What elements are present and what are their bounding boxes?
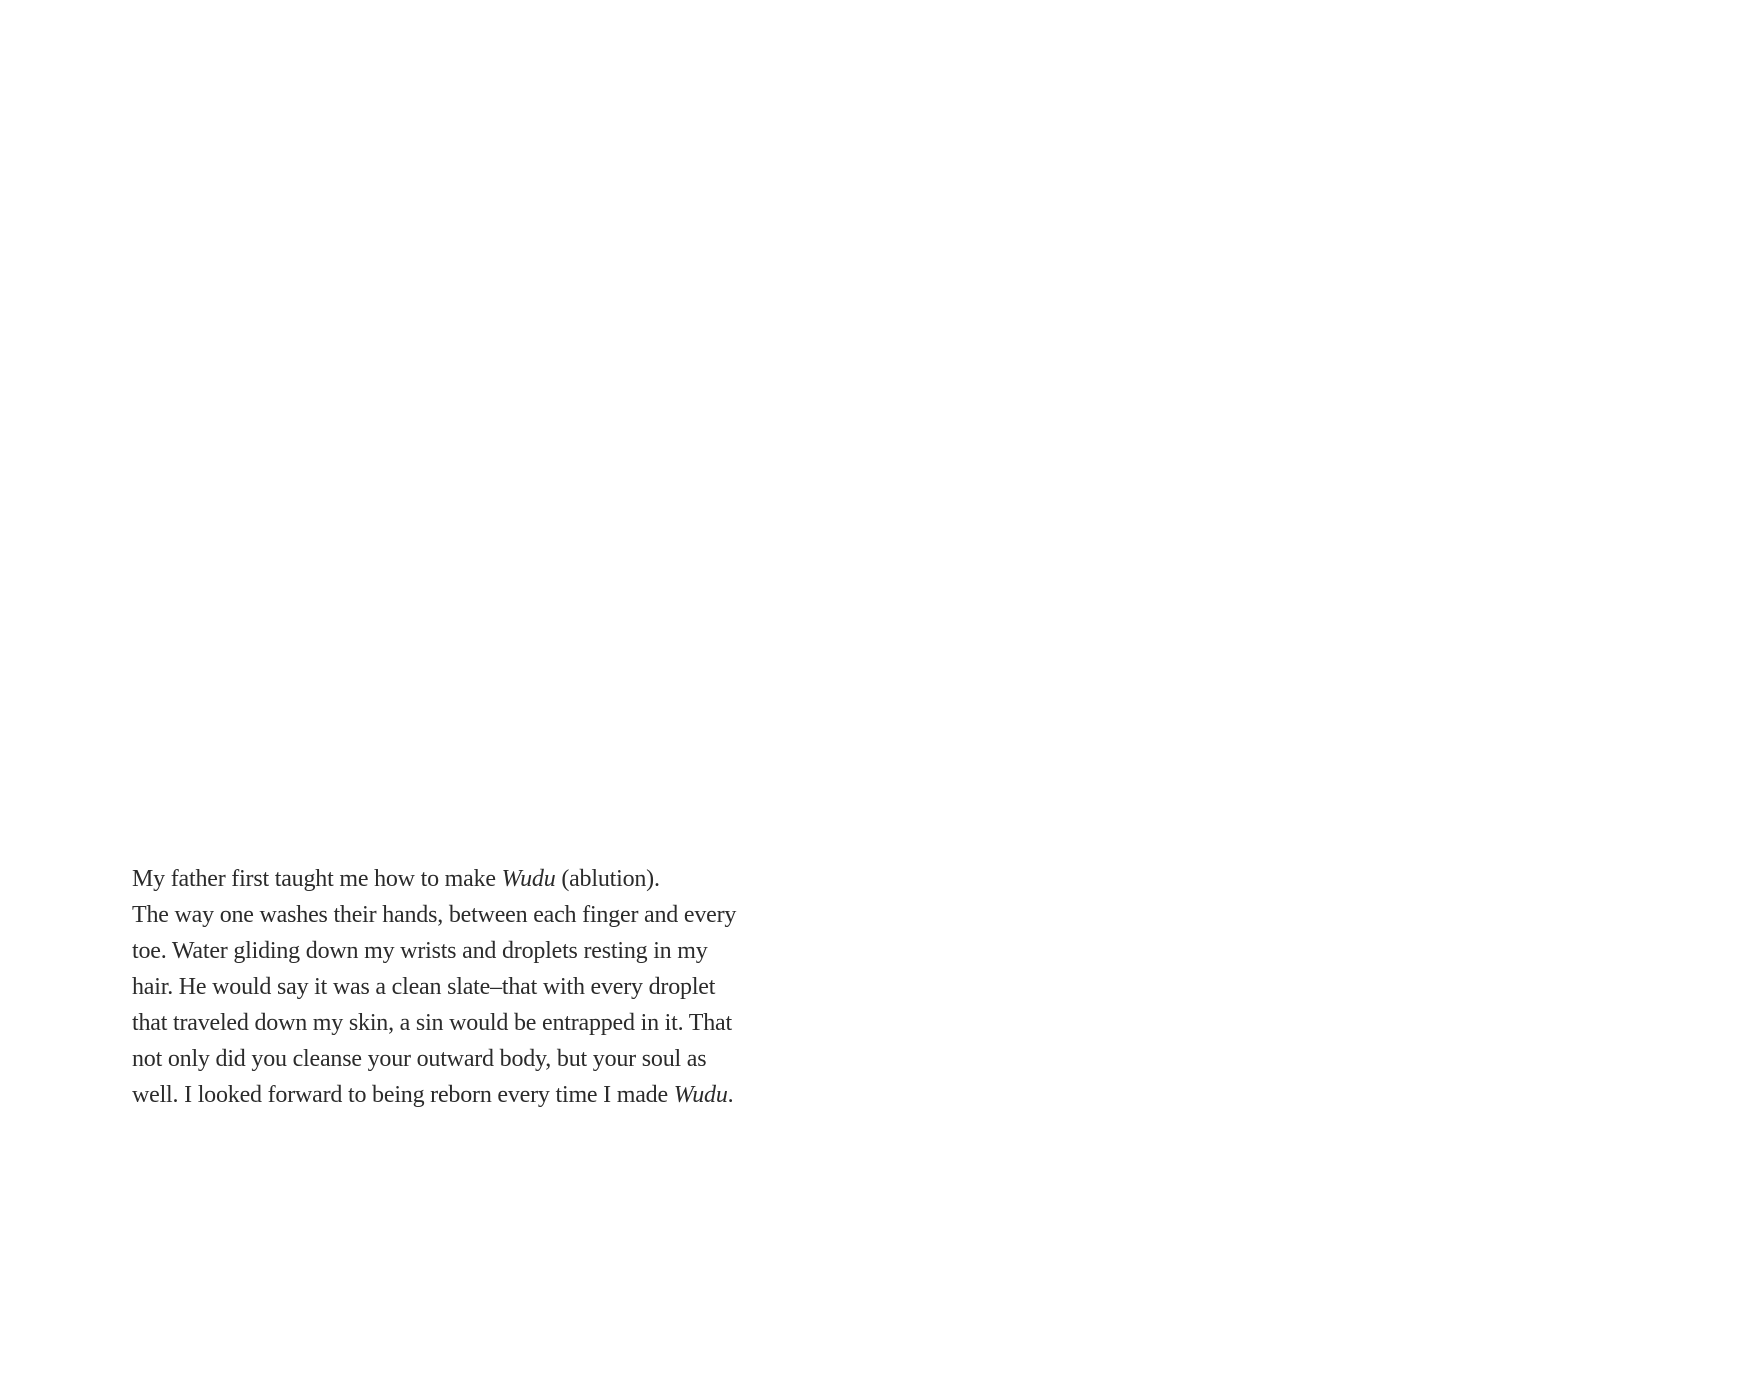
text-segment: .: [727, 1082, 734, 1108]
paragraph-line: [132, 1041, 772, 1077]
text-segment: My father first taught me how to make: [132, 866, 502, 892]
text-segment: hair. He would say it was a clean slate–that with every droplet: [132, 974, 716, 1000]
text-segment: The way one washes their hands, between each finger and every: [132, 902, 737, 928]
paragraph-line: [132, 1005, 772, 1041]
text-segment: that traveled down my skin, a sin would be entrapped in it. That: [132, 1010, 732, 1036]
text-segment: (ablution).: [555, 866, 660, 892]
paragraph-line: [132, 1077, 772, 1113]
italic-term: Wudu: [501, 866, 556, 892]
paragraph: [132, 861, 772, 1113]
paragraph-line: [132, 969, 772, 1005]
right-page: [873, 0, 1745, 1396]
text-segment: well. I looked forward to being reborn every time I made: [132, 1082, 674, 1108]
paragraph-line: [132, 933, 772, 969]
italic-term: Wudu: [673, 1082, 728, 1108]
text-segment: not only did you cleanse your outward body, but your soul as: [132, 1046, 707, 1072]
paragraph-line: [132, 861, 772, 897]
paragraph-line: [132, 897, 772, 933]
text-segment: toe. Water gliding down my wrists and droplets resting in my: [132, 938, 708, 964]
